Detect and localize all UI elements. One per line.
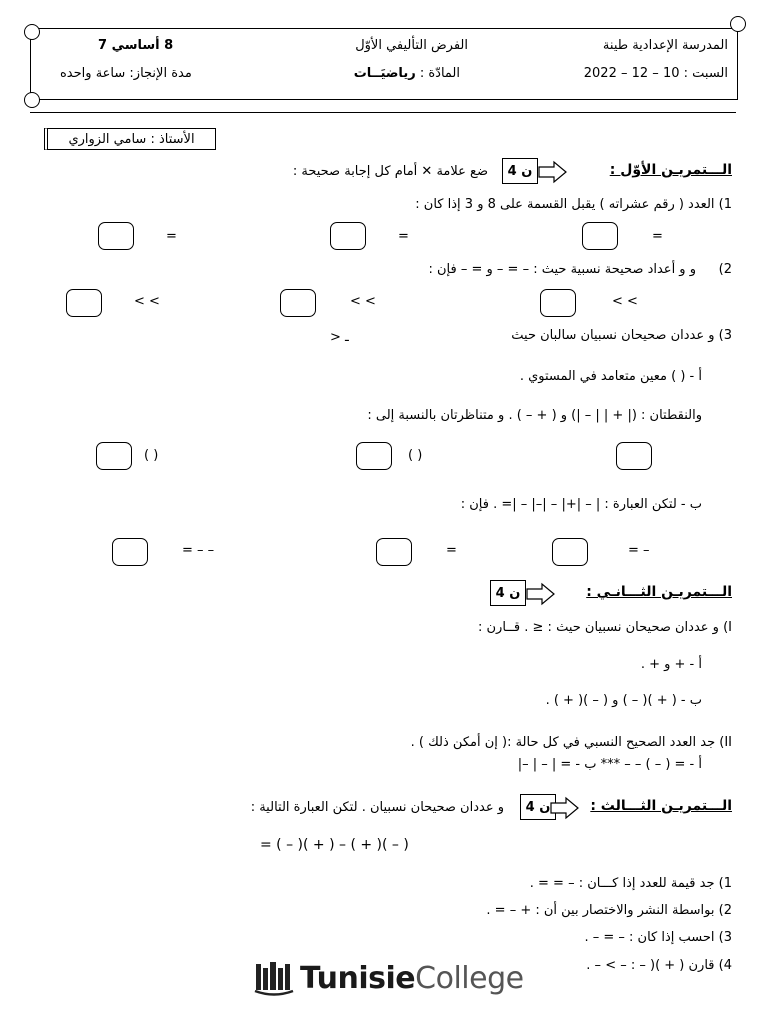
ex1-q2-ineq-c: < < bbox=[134, 294, 160, 309]
ex3-item1: 1) جد قيمة للعدد إذا كـــان : – = = . bbox=[529, 876, 732, 891]
ex1-q2-option-b-checkbox[interactable] bbox=[280, 289, 316, 317]
ex1-q2: و و أعداد صحيحة نسبية حيث : – = – و = – فإن : bbox=[428, 262, 696, 277]
ex2-title: الـــتمريـن الثـــانـي : bbox=[586, 584, 732, 600]
ex1-q3a-option-b-checkbox[interactable] bbox=[356, 442, 392, 470]
ex1-q3b-opt-c: = – – bbox=[182, 543, 215, 558]
ex1-q3b-opt-a: = – bbox=[628, 543, 650, 558]
ex1-arrow-icon bbox=[538, 160, 568, 184]
exam-duration: مدة الإنجاز: ساعة واحده bbox=[60, 66, 192, 81]
ex1-q3b-opt-b: = bbox=[446, 543, 457, 558]
subject-line bbox=[354, 66, 460, 81]
scroll-curl-bottom-left bbox=[24, 92, 40, 108]
class-name: 8 أساسي 7 bbox=[98, 38, 174, 53]
ex2-part1: I) و عددان صحيحان نسبيان حيث : ≤ . قــارن : bbox=[478, 620, 732, 635]
ex1-title: الـــتمريـن الأوّل : bbox=[609, 162, 732, 178]
logo-part-1: Tunisie bbox=[300, 960, 416, 996]
ex3-intro: و عددان صحيحان نسبيان . لتكن العبارة التالية : bbox=[250, 800, 504, 815]
ex3-item2: 2) بواسطة النشر والاختصار بين أن : + – = . bbox=[486, 903, 732, 918]
ex1-q3a-option-c-checkbox[interactable] bbox=[96, 442, 132, 470]
ex1-q3b-option-c-checkbox[interactable] bbox=[112, 538, 148, 566]
ex2-part2a: أ - = ( – ) – – *** ب - = | – | –| bbox=[517, 757, 702, 772]
ex1-q3b-option-b-checkbox[interactable] bbox=[376, 538, 412, 566]
tunisie-college-logo bbox=[254, 958, 524, 998]
ex3-expression: = ( – )( + ) – ( + )( – ) bbox=[260, 837, 409, 853]
ex1-q1-option-b-checkbox[interactable] bbox=[330, 222, 366, 250]
ex2-part1b: ب - ( + )( – ) و ( – )( + ) . bbox=[545, 693, 702, 708]
ex3-item3: 3) احسب إذا كان : – = – . bbox=[584, 930, 732, 945]
ex1-q3a-line: والنقطتان : (| + | | – |) و ( + – ) . و متناظرتان بالنسبة إلى : bbox=[367, 408, 702, 423]
ex1-q3: 3) و عددان صحيحان نسبيان سالبان حيث bbox=[511, 328, 732, 343]
ex3-points: 4 ن bbox=[520, 794, 556, 820]
ex2-points: 4 ن bbox=[490, 580, 526, 606]
ex1-q2-option-a-checkbox[interactable] bbox=[540, 289, 576, 317]
scroll-curl-left bbox=[24, 24, 40, 40]
ex1-q1-eq-a: = bbox=[652, 229, 663, 244]
ex1-q3-relation: > ـ bbox=[330, 330, 349, 345]
ex1-q1-option-a-checkbox[interactable] bbox=[582, 222, 618, 250]
ex1-points: 4 ن bbox=[502, 158, 538, 184]
ex1-q2-option-c-checkbox[interactable] bbox=[66, 289, 102, 317]
logo-part-2: College bbox=[415, 960, 524, 996]
ex1-q2-ineq-a: < < bbox=[612, 294, 638, 309]
ex1-q1-eq-c: = bbox=[166, 229, 177, 244]
ex1-q2-number: 2) bbox=[718, 262, 732, 277]
ex1-q3a: أ - ( ) معين متعامد في المستوي . bbox=[519, 369, 702, 384]
subject-label: المادّة : bbox=[419, 66, 460, 81]
exam-title: الفرض التأليفي الأوّل bbox=[355, 38, 468, 53]
ex2-part2: II) جد العدد الصحيح النسبي في كل حالة :( إن أمكن ذلك ) . bbox=[410, 735, 732, 750]
exam-date: السبت : 10 – 12 – 2022 bbox=[583, 66, 728, 81]
ex2-arrow-icon bbox=[526, 582, 556, 606]
ex1-q3a-paren-c: ( ) bbox=[144, 448, 159, 463]
school-name: المدرسة الإعدادية طينة bbox=[602, 38, 728, 53]
ex1-q1-eq-b: = bbox=[398, 229, 409, 244]
ex3-title: الـــتمريـن الثـــالث : bbox=[590, 798, 732, 814]
scroll-curl-right bbox=[730, 16, 746, 32]
ex1-q3b-option-a-checkbox[interactable] bbox=[552, 538, 588, 566]
header-bottom-line bbox=[30, 112, 736, 113]
ex1-q3a-paren-b: ( ) bbox=[408, 448, 423, 463]
ex1-q1: 1) العدد ( رقم عشراته ) يقبل القسمة على 8 و 3 إذا كان : bbox=[415, 197, 732, 212]
ex3-item4: 4) قارن ( + )( – : – > – . bbox=[586, 958, 732, 973]
ex1-q1-option-c-checkbox[interactable] bbox=[98, 222, 134, 250]
teacher-name: الأستاذ : سامي الزواري bbox=[44, 128, 216, 150]
subject-name: رياضيَــات bbox=[353, 66, 416, 81]
ex1-q3a-option-a-checkbox[interactable] bbox=[616, 442, 652, 470]
ex1-q3b: ب - لتكن العبارة : | – |+| – |–| – |= . فإن : bbox=[460, 497, 702, 512]
logo-wordmark bbox=[300, 961, 524, 996]
ex1-q2-ineq-b: < < bbox=[350, 294, 376, 309]
ex3-arrow-icon bbox=[550, 796, 580, 820]
book-logo-icon bbox=[254, 960, 294, 996]
ex2-part1a: أ - + و + . bbox=[640, 657, 702, 672]
ex1-instruction: ضع علامة ✕ أمام كل إجابة صحيحة : bbox=[292, 164, 488, 179]
